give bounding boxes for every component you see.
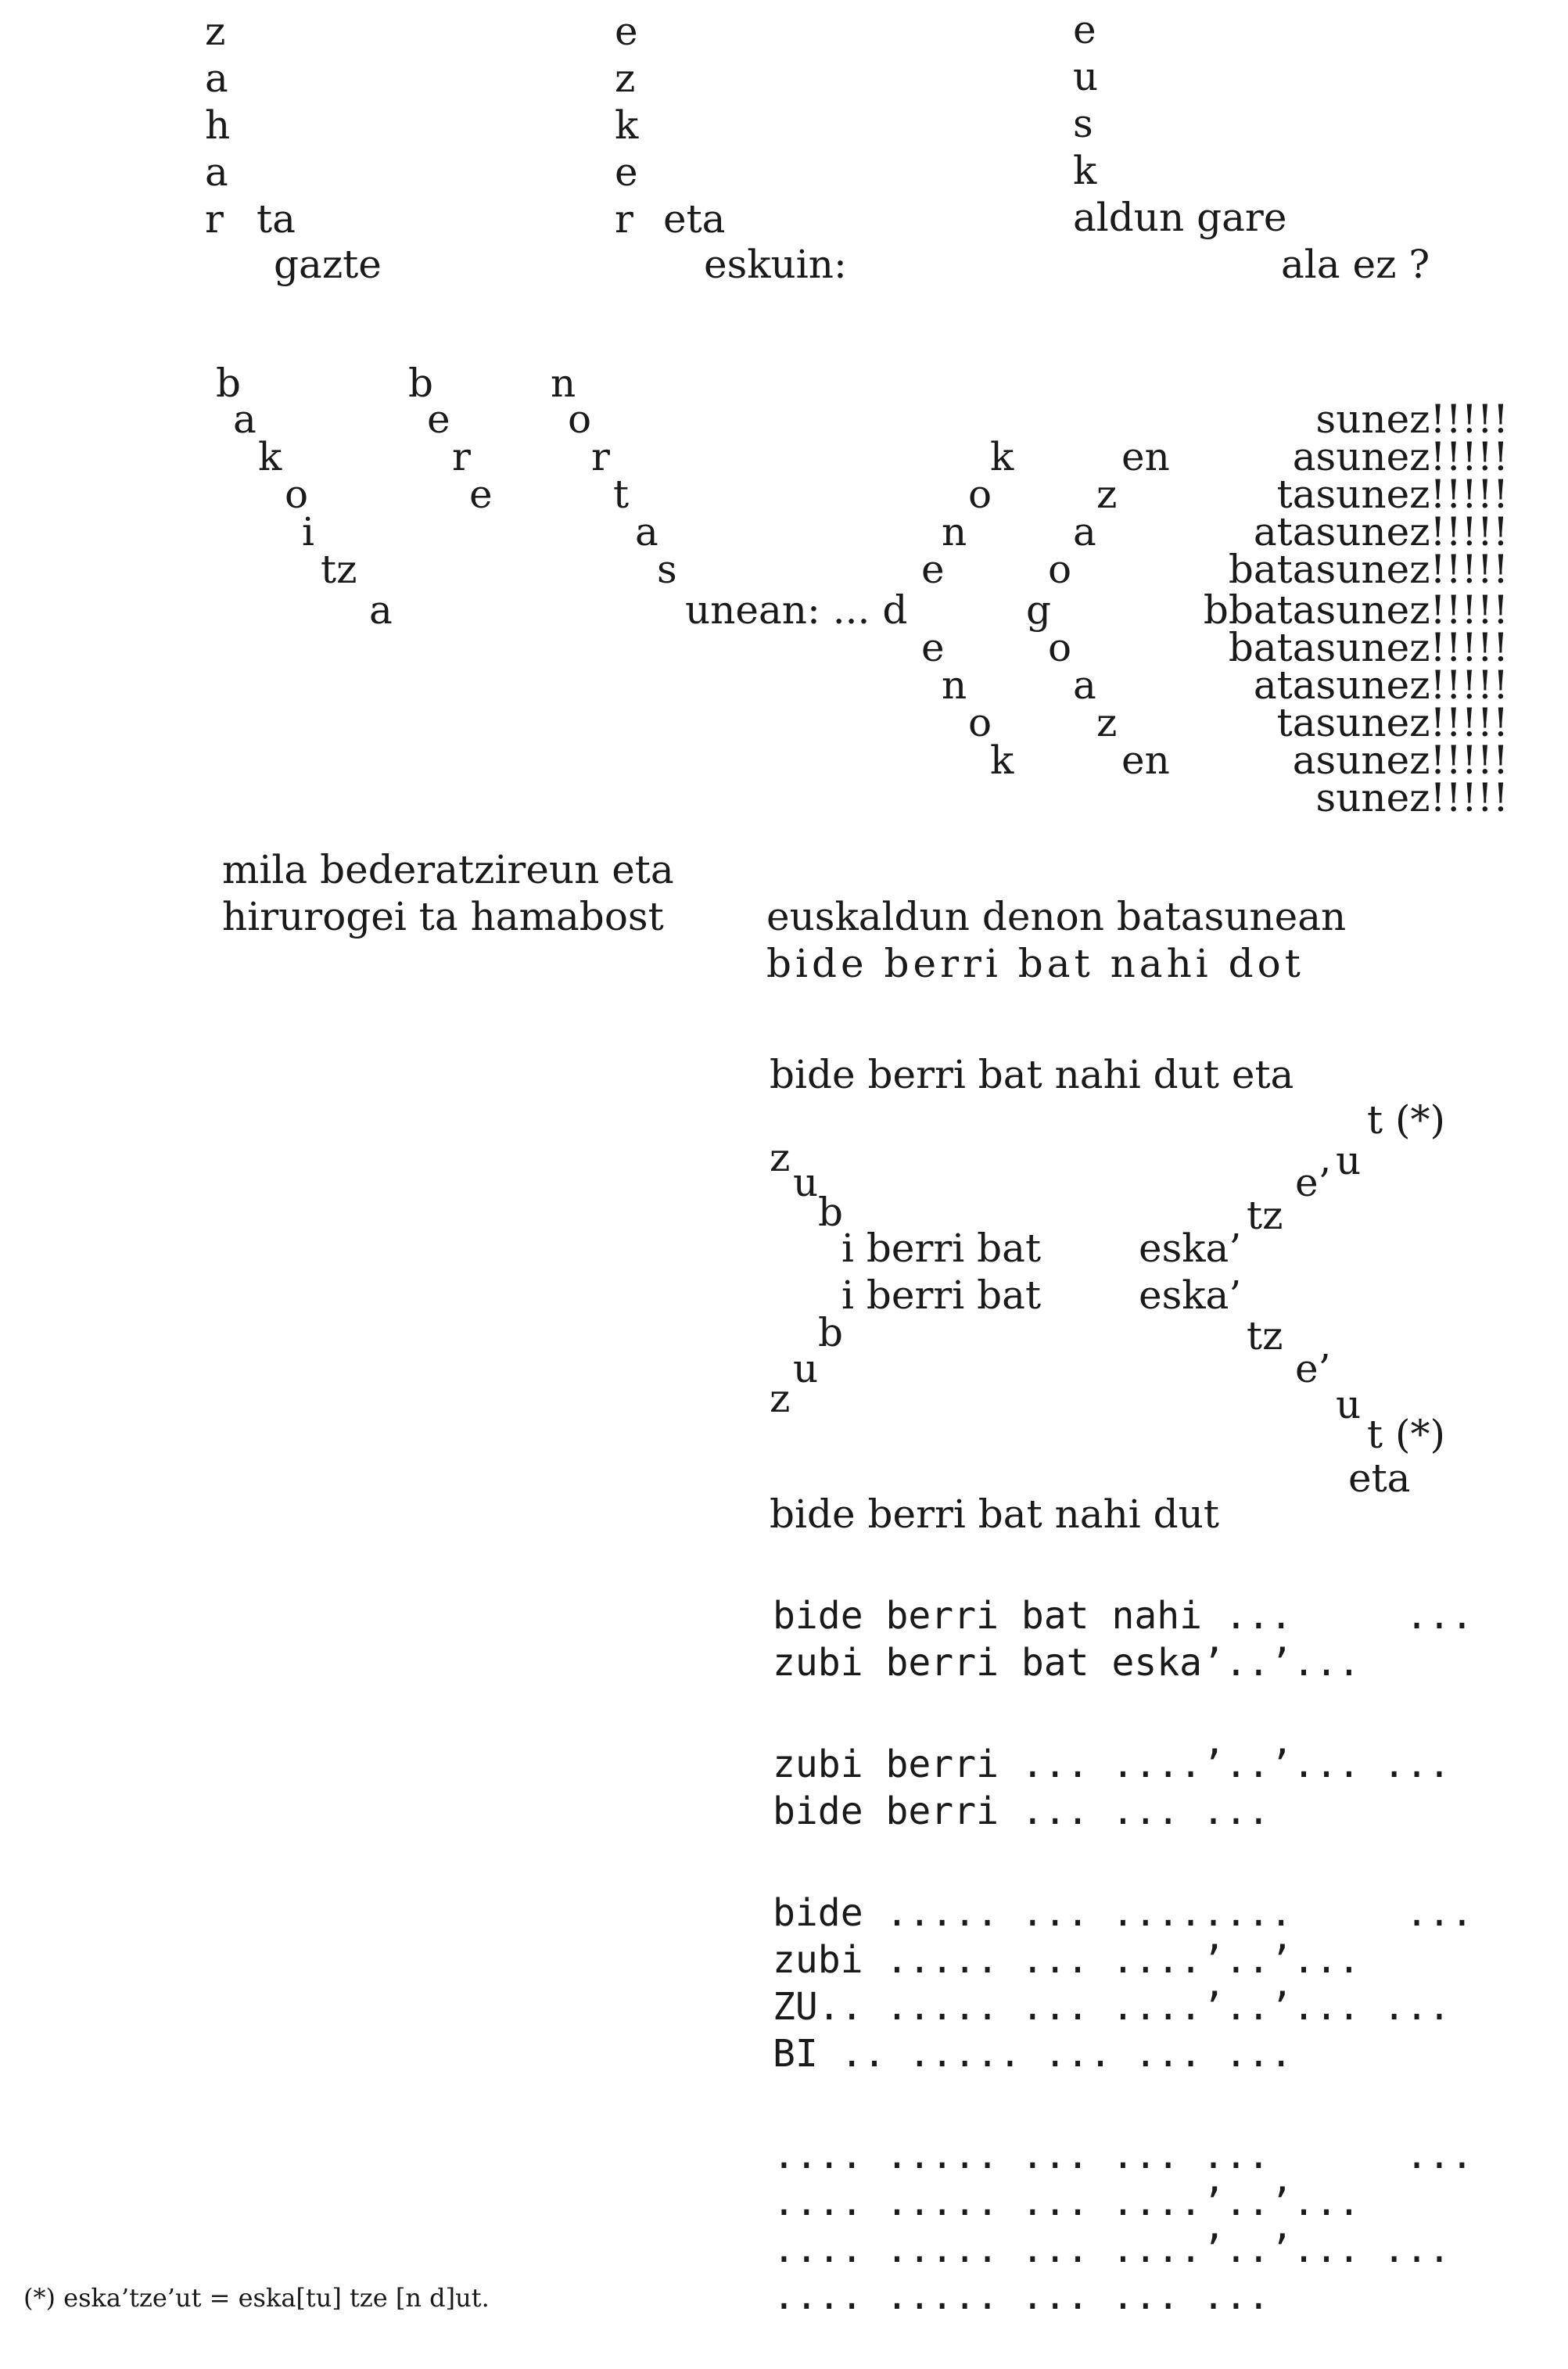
eusk-letter: u	[1073, 54, 1099, 99]
bide-nahi-dot-line: bide berri bat nahi dot	[766, 941, 1304, 986]
nortas-letter: o	[568, 397, 592, 442]
ezker-letter: k	[615, 102, 639, 148]
bide-nahi-dut-eta-line: bide berri bat nahi dut eta	[770, 1052, 1294, 1097]
euskaldun-line: euskaldun denon batasunean	[766, 894, 1347, 939]
batasunez-line: tasunez!!!!!	[1276, 472, 1509, 517]
batasunez-line: tasunez!!!!!	[1276, 700, 1509, 745]
zubi-letter: u	[793, 1346, 819, 1391]
bakoitza-letter: tz	[321, 547, 357, 592]
dissolve-line: bide ..... ... ........ ...	[773, 1891, 1473, 1935]
en-letter: z	[1096, 700, 1118, 745]
batasunez-line: asunez!!!!!	[1292, 434, 1509, 479]
mila-line: mila bederatzireun eta	[222, 847, 674, 892]
eu-letter: u	[1336, 1382, 1362, 1427]
zubi-letter: b	[818, 1190, 844, 1235]
eusk-letter: s	[1073, 101, 1093, 146]
denok-letter: n	[942, 509, 967, 555]
en-letter: z	[1096, 472, 1118, 517]
batasunez-line: sunez!!!!!	[1315, 397, 1509, 442]
en-letter: en	[1121, 434, 1170, 479]
footnote: (*) eska’tze’ut = eska[tu] tze [n d]ut.	[23, 2283, 490, 2313]
ezker-letter: e	[615, 9, 638, 54]
zubi-letter: u	[793, 1160, 819, 1205]
bakoitza-letter: o	[285, 472, 309, 517]
dissolve-line: zubi berri bat eska’..’...	[773, 1641, 1361, 1685]
dissolve-line: .... ..... ... ....’..’... ...	[773, 2227, 1451, 2271]
en-letter: o	[1048, 547, 1072, 592]
nortas-letter: s	[657, 547, 677, 592]
batasunez-line: atasunez!!!!!	[1253, 662, 1509, 708]
zubi-letter: z	[770, 1376, 791, 1421]
dissolve-line: ZU.. ..... ... ....’..’... ...	[773, 1985, 1451, 2029]
eu-letter: e’	[1295, 1346, 1331, 1391]
eta-word: eta	[663, 196, 726, 242]
en-letter: en	[1121, 738, 1170, 783]
denok-letter: e	[921, 625, 945, 670]
en-letter: o	[1048, 625, 1072, 670]
aldun-gare-word: aldun gare	[1073, 195, 1287, 240]
eu-letter: u	[1336, 1138, 1362, 1183]
ala-ez-word: ala ez ?	[1281, 242, 1430, 287]
denok-letter: o	[968, 700, 992, 745]
zahar-letter: h	[205, 102, 231, 148]
g-letter: g	[1026, 587, 1052, 633]
t-star-top: t (*)	[1367, 1097, 1445, 1143]
en-letter: a	[1073, 509, 1096, 555]
eska-word: eska’	[1139, 1272, 1242, 1318]
i-berri-bat-line: i berri bat	[841, 1272, 1042, 1318]
eta-word: eta	[1348, 1455, 1411, 1501]
zahar-letter: a	[205, 149, 228, 195]
bakoitza-letter: a	[233, 397, 257, 442]
bakoitza-letter: i	[302, 509, 314, 555]
batasunez-line: sunez!!!!!	[1315, 775, 1509, 820]
dissolve-line: .... ..... ... ... ...	[773, 2274, 1270, 2318]
i-berri-bat-line: i berri bat	[841, 1226, 1042, 1271]
en-letter: a	[1073, 662, 1096, 708]
zubi-letter: z	[770, 1135, 791, 1180]
bide-nahi-dut-line: bide berri bat nahi dut	[770, 1491, 1219, 1537]
zahar-letter: z	[205, 9, 226, 54]
batasunez-line: batasunez!!!!!	[1228, 547, 1509, 592]
ezker-letter: r	[615, 196, 633, 242]
dissolve-line: BI .. ..... ... ... ...	[773, 2032, 1293, 2076]
mila-line: hirurogei ta hamabost	[222, 894, 664, 939]
denok-letter: e	[921, 547, 945, 592]
ta-word: ta	[257, 196, 296, 242]
batasunez-line: asunez!!!!!	[1292, 738, 1509, 783]
dissolve-line: zubi berri ... ....’..’... ...	[773, 1743, 1451, 1786]
berbera-letter: r	[452, 434, 471, 479]
nortas-letter: t	[613, 472, 630, 517]
berbera-letter: b	[408, 361, 434, 406]
dissolve-line: .... ..... ... ... ... ...	[773, 2134, 1473, 2177]
berbera-letter: e	[469, 472, 493, 517]
bakoitza-letter: a	[369, 587, 393, 633]
dissolve-line: .... ..... ... ....’..’...	[773, 2181, 1361, 2224]
denok-letter: o	[968, 472, 992, 517]
eskuin-word: eskuin:	[704, 242, 847, 287]
batasunez-line: batasunez!!!!!	[1228, 625, 1509, 670]
unean-word: unean: ... d	[685, 587, 908, 633]
tz-top: tz	[1247, 1193, 1283, 1238]
zahar-letter: r	[205, 196, 224, 242]
batasunez-line: bbatasunez!!!!!	[1203, 587, 1509, 633]
bakoitza-letter: k	[258, 434, 282, 479]
t-star-bottom: t (*)	[1367, 1412, 1445, 1457]
dissolve-line: zubi ..... ... ....’..’...	[773, 1938, 1361, 1982]
ezker-letter: e	[615, 149, 638, 195]
denok-letter: n	[942, 662, 967, 708]
eska-word: eska’	[1139, 1226, 1242, 1271]
denok-letter: k	[990, 738, 1014, 783]
nortas-letter: a	[635, 509, 658, 555]
berbera-letter: e	[427, 397, 450, 442]
denok-letter: k	[990, 434, 1014, 479]
dissolve-line: bide berri ... ... ...	[773, 1789, 1270, 1833]
eusk-letter: e	[1073, 7, 1096, 52]
ezker-letter: z	[615, 56, 636, 101]
bakoitza-letter: b	[216, 361, 242, 406]
nortas-letter: r	[591, 434, 610, 479]
gazte-word: gazte	[274, 242, 382, 287]
zahar-letter: a	[205, 56, 228, 101]
batasunez-line: atasunez!!!!!	[1253, 509, 1509, 555]
eu-letter: e’	[1295, 1160, 1331, 1205]
nortas-letter: n	[551, 361, 576, 406]
zubi-letter: b	[818, 1310, 844, 1355]
eusk-letter: k	[1073, 148, 1097, 193]
tz-bottom: tz	[1247, 1313, 1283, 1359]
dissolve-line: bide berri bat nahi ... ...	[773, 1594, 1473, 1638]
